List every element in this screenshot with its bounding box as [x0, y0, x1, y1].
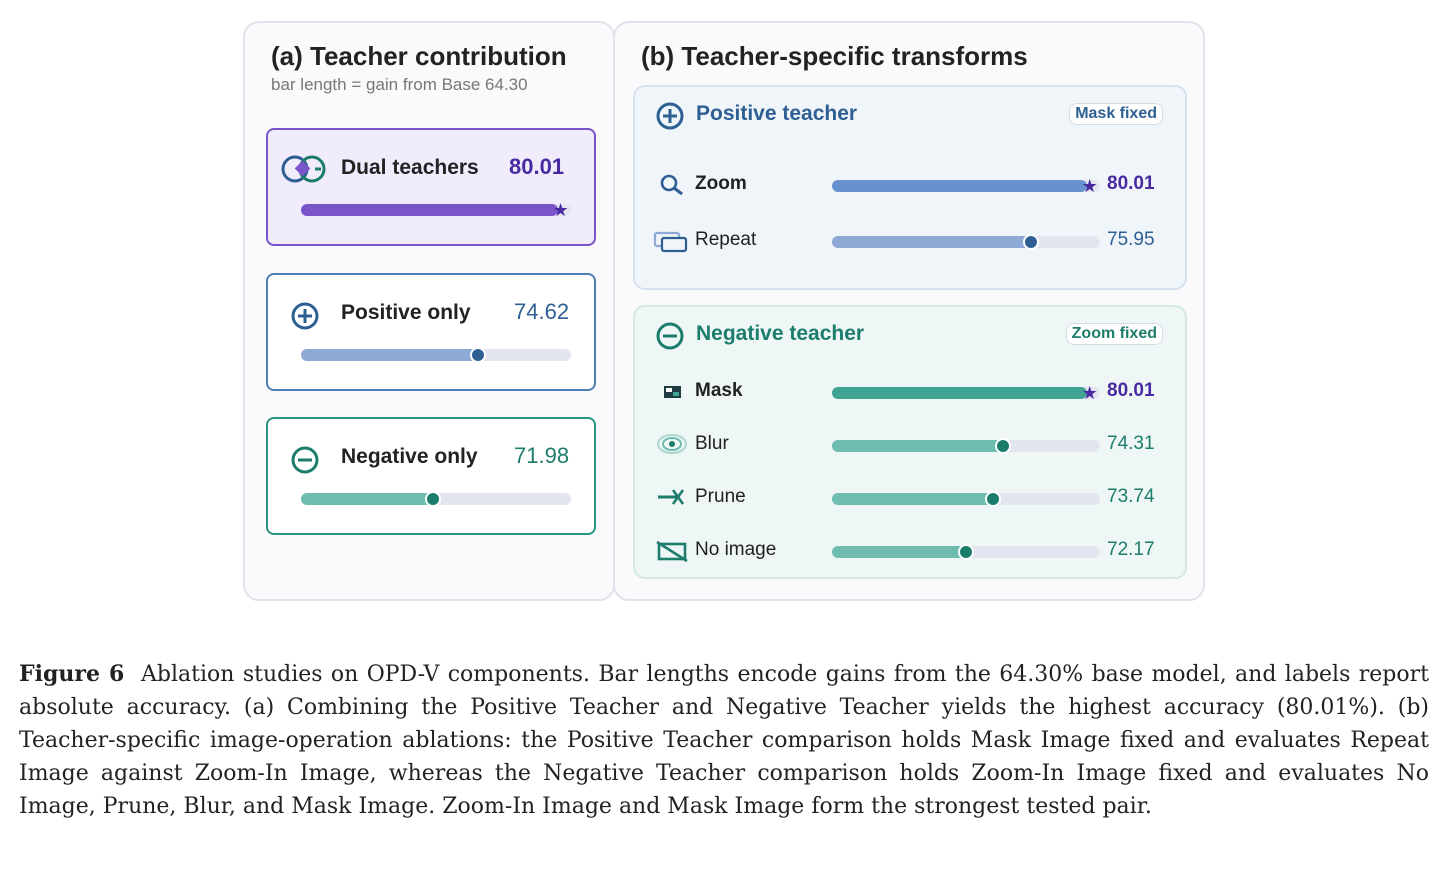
plus-circle-icon: [285, 301, 325, 331]
plus-circle-icon: [653, 101, 687, 131]
bar-track-repeat: [832, 236, 1100, 248]
blur-icon: [655, 431, 689, 457]
repeat-frames-icon: [653, 230, 691, 256]
panel-teacher-contribution: [243, 21, 615, 601]
card-dual-value: 80.01: [509, 154, 565, 179]
prune-icon: [655, 485, 689, 509]
bar-track-blur: [832, 440, 1100, 452]
panel-b-title: (b) Teacher-specific transforms: [641, 41, 1028, 71]
card-negative-only: [266, 417, 596, 535]
row-label-blur: Blur: [695, 433, 729, 454]
bar-dual-teachers: [301, 204, 558, 216]
best-star-icon: ★: [1081, 176, 1098, 196]
card-negative-value: 71.98: [514, 443, 570, 468]
bar-repeat: [832, 236, 1031, 248]
figure-caption: [19, 658, 1429, 823]
bar-no-image: [832, 546, 966, 558]
row-value-mask: 80.01: [1107, 380, 1155, 401]
card-positive-value: 74.62: [514, 299, 570, 324]
row-value-blur: 74.31: [1107, 433, 1155, 454]
row-value-repeat: 75.95: [1107, 229, 1155, 250]
best-star-icon: ★: [1081, 383, 1098, 403]
dual-teacher-icon: [277, 154, 333, 184]
best-star-icon: ★: [552, 200, 569, 220]
bar-negative-only: [301, 493, 433, 505]
card-positive-label: Positive only: [341, 301, 471, 324]
bar-track-negative: [301, 493, 571, 505]
caption-label: Figure 6: [19, 661, 125, 687]
row-label-no-image: No image: [695, 539, 777, 560]
row-label-prune: Prune: [695, 486, 746, 507]
group-positive-title: Positive teacher: [696, 102, 858, 125]
bar-track-prune: [832, 493, 1100, 505]
bar-mask: [832, 387, 1087, 399]
badge-zoom-fixed: Zoom fixed: [1066, 323, 1163, 345]
badge-mask-fixed: Mask fixed: [1069, 103, 1163, 125]
row-label-mask: Mask: [695, 380, 743, 401]
card-positive-only: [266, 273, 596, 391]
group-negative-title: Negative teacher: [696, 322, 865, 345]
bar-positive-only: [301, 349, 478, 361]
bar-zoom: [832, 180, 1087, 192]
caption-text: Ablation studies on OPD-V components. Bar lengths encode gains from the 64.30% base model, and labels report absolute accuracy. (a) Combining the Positive Teacher and Negative Teacher yields the highest accuracy (80.01%). (b) Teacher-specific image-operation ablations: the Positive Teacher comparison holds Mask Image fixed and evaluates Repeat Image against Zoom-In Image, whereas the Negative Teacher comparison holds Zoom-In Image fixed and evaluates No Image, Prune, Blur, and Mask Image. Zoom-In Image and Mask Image form the strongest tested pair.: [19, 662, 1429, 819]
row-label-zoom: Zoom: [695, 173, 747, 194]
group-positive-teacher: [633, 85, 1187, 290]
card-negative-label: Negative only: [341, 445, 478, 468]
bar-marker-repeat: [1023, 234, 1039, 250]
row-value-prune: 73.74: [1107, 486, 1155, 507]
panel-a-title: (a) Teacher contribution: [271, 41, 567, 71]
bar-blur: [832, 440, 1003, 452]
bar-marker-prune: [985, 491, 1001, 507]
bar-track-mask: [832, 383, 1100, 403]
row-label-repeat: Repeat: [695, 229, 757, 250]
bar-marker-negative: [425, 491, 441, 507]
bar-track-positive: [301, 349, 571, 361]
row-value-zoom: 80.01: [1107, 173, 1155, 194]
bar-marker-blur: [995, 438, 1011, 454]
mask-icon: [661, 382, 685, 402]
minus-circle-icon: [285, 445, 325, 475]
row-value-no-image: 72.17: [1107, 539, 1155, 560]
card-dual-label: Dual teachers: [341, 156, 479, 179]
bar-marker-no-image: [958, 544, 974, 560]
magnifier-icon: [657, 173, 691, 197]
bar-track-zoom: [832, 176, 1100, 196]
no-image-icon: [655, 539, 689, 563]
card-dual-teachers: [266, 128, 596, 246]
bar-marker-positive: [470, 347, 486, 363]
bar-prune: [832, 493, 993, 505]
minus-circle-icon: [653, 321, 687, 351]
bar-track-dual: [301, 200, 571, 220]
group-negative-teacher: [633, 305, 1187, 579]
panel-a-subtitle: bar length = gain from Base 64.30: [271, 75, 528, 94]
bar-track-no-image: [832, 546, 1100, 558]
panel-teacher-transforms: [613, 21, 1205, 601]
